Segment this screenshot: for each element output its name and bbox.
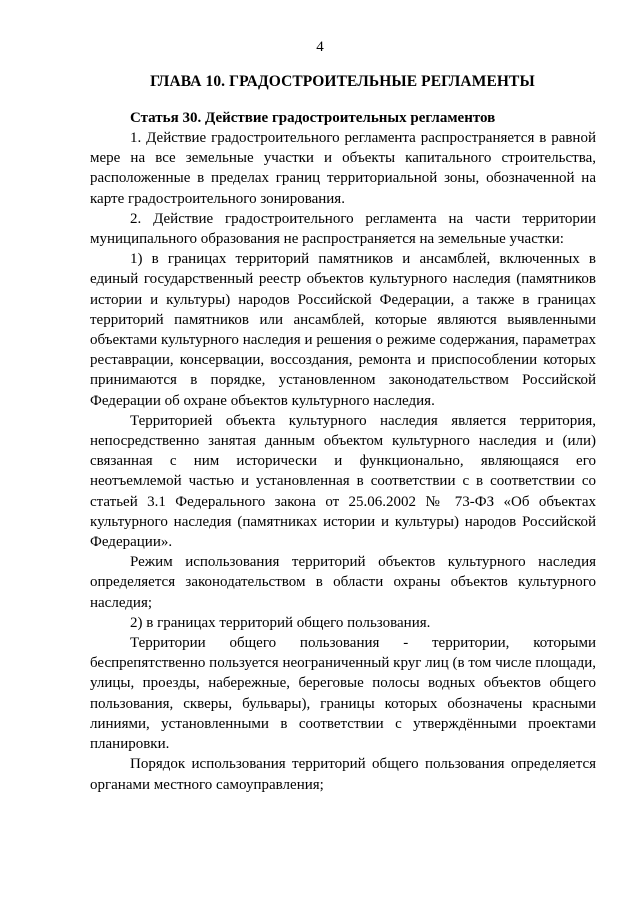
article-title: Статья 30. Действие градостроительных регламентов [130, 110, 496, 126]
chapter-title: ГЛАВА 10. ГРАДОСТРОИТЕЛЬНЫЕ РЕГЛАМЕНТЫ [150, 73, 535, 90]
paragraph-1: 1. Действие градостроительного регламента распространяется в равной мере на все земельные участки и объекты капитального строительства, расположенные в пределах границ территориальной зоны, обозначенной на карте градостроительного зонирования. [90, 130, 596, 207]
paragraph-6: 2) в границах территорий общего пользования. [130, 614, 431, 631]
paragraph-7: Территории общего пользования - территории, которыми беспрепятственно пользуется неограниченный круг лиц (в том числе площади, улицы, проезды, набережные, береговые полосы водных объектов общего пользования, скверы, бульвары), границы которых обозначены красными линиями, установленными в соответствии с утверждёнными проектами планировки. [90, 635, 596, 753]
paragraph-2: 2. Действие градостроительного регламента на части территории муниципального образования не распространяется на земельные участки: [90, 210, 596, 248]
paragraph-3: 1) в границах территорий памятников и ансамблей, включенных в единый государственный реестр объектов культурного наследия (памятников истории и культуры) народов Российской Федерации, а также в границах территорий памятников или ансамблей, которые являются выявленными объектами культурного наследия и решения о режиме содержания, параметрах реставрации, консервации, воссоздания, ремонта и приспособлении которых принимаются в порядке, установленном законодательством Российской Федерации об охране объектов культурного наследия. [90, 251, 596, 409]
paragraph-4: Территорией объекта культурного наследия является территория, непосредственно занятая данным объектом культурного наследия и (или) связанная с ним исторически и функционально, являющаяся его неотъемлемой частью и установленная в соответствии с в соответствии со статьей 3.1 Федерального закона от 25.06.2002 № 73-ФЗ «Об объектах культурного наследия (памятниках истории и культуры) народов Российской Федерации». [90, 412, 596, 551]
paragraph-5: Режим использования территорий объектов культурного наследия определяется законодательством в области охраны объектов культурного наследия; [90, 554, 596, 611]
paragraph-8: Порядок использования территорий общего пользования определяется органами местного самоуправления; [90, 756, 596, 793]
document-body [90, 128, 596, 795]
page-number: 4 [316, 39, 324, 55]
